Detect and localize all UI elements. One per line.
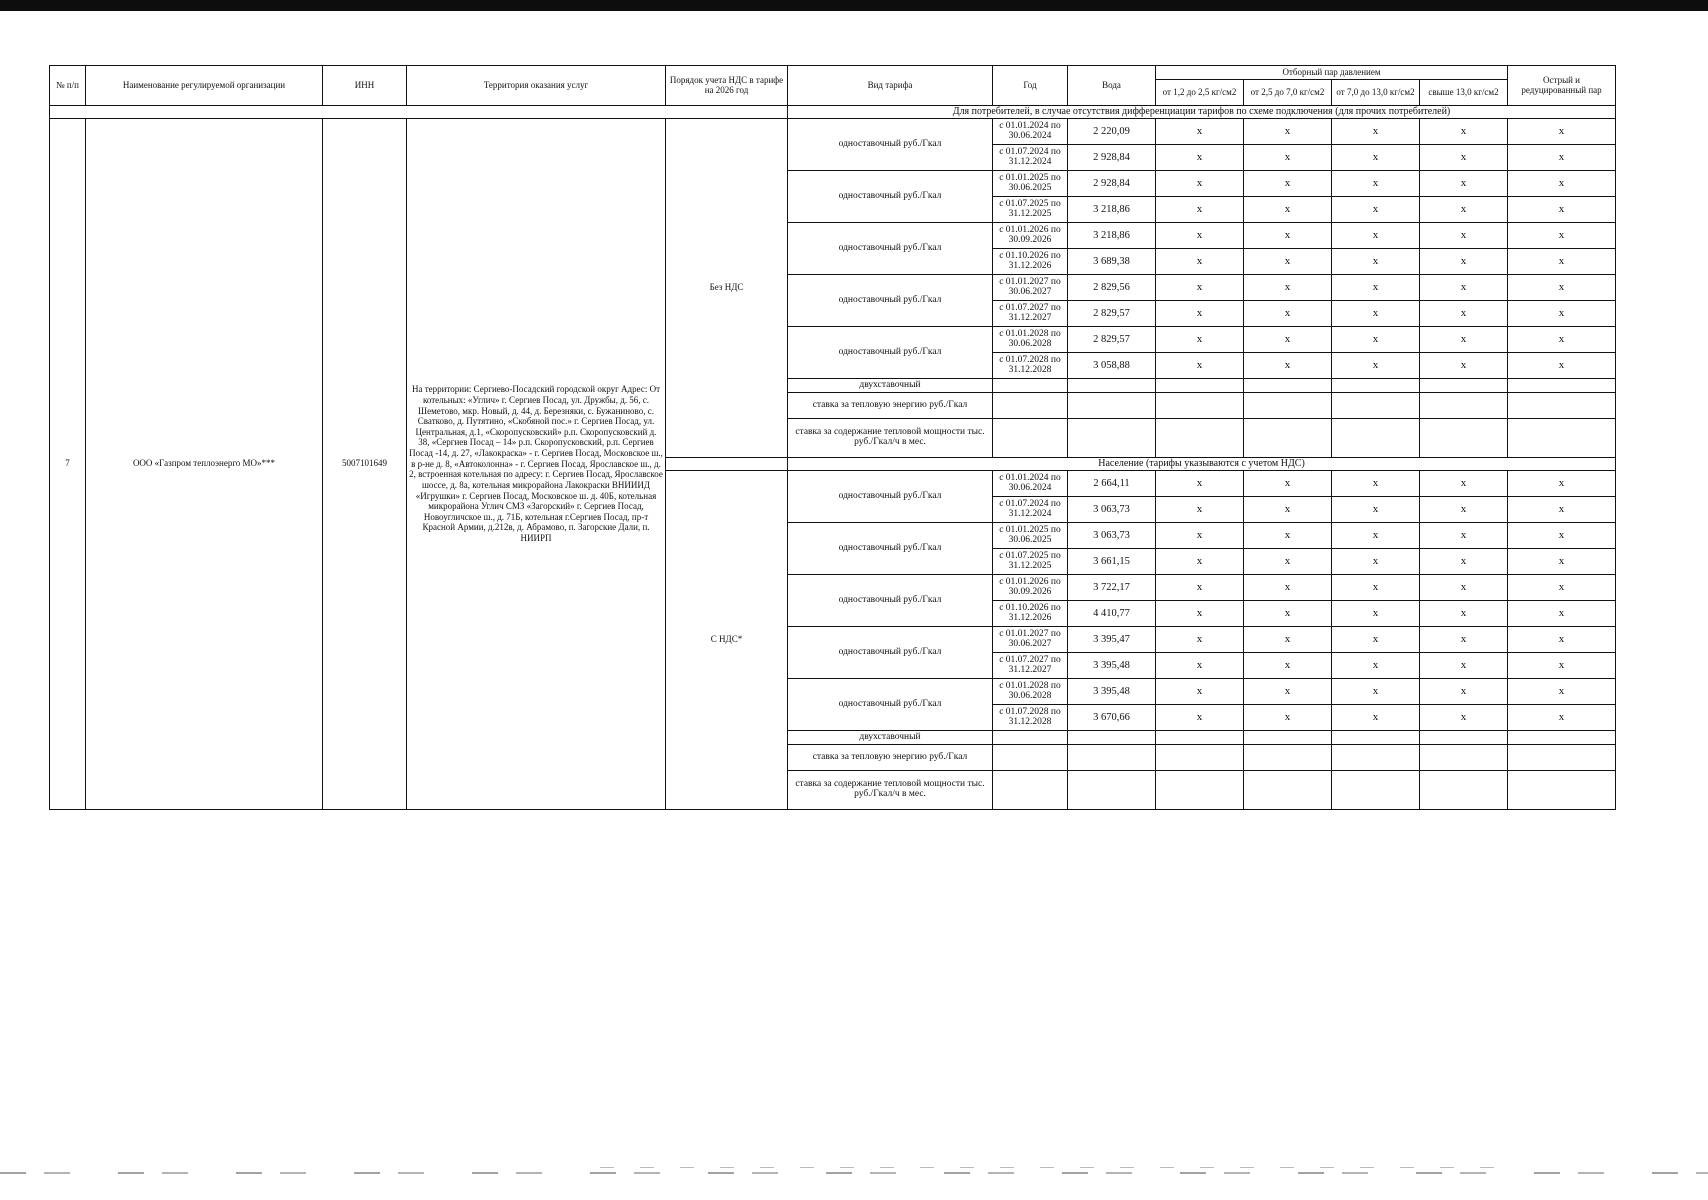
steam-p1-value: x (1156, 601, 1244, 627)
steam-p3-value: x (1332, 601, 1420, 627)
steam-p2-value: x (1244, 549, 1332, 575)
sharp-steam-value: x (1508, 171, 1616, 197)
steam-p4-value: x (1420, 653, 1508, 679)
steam-p1-value: x (1156, 171, 1244, 197)
sharp-steam-value: x (1508, 523, 1616, 549)
steam-p4-value: x (1420, 497, 1508, 523)
empty-cell (1420, 393, 1508, 419)
period-date: с 01.01.2026 по 30.09.2026 (993, 223, 1068, 249)
empty-cell (1332, 731, 1420, 745)
empty-cell (1332, 745, 1420, 771)
empty-cell (1156, 419, 1244, 458)
empty-cell (1508, 731, 1616, 745)
steam-p4-value: x (1420, 705, 1508, 731)
steam-p4-value: x (1420, 575, 1508, 601)
sharp-steam-value: x (1508, 145, 1616, 171)
steam-p2-value: x (1244, 679, 1332, 705)
empty-cell (1332, 771, 1420, 810)
empty-cell (1068, 419, 1156, 458)
water-value: 3 218,86 (1068, 197, 1156, 223)
period-date: с 01.07.2025 по 31.12.2025 (993, 549, 1068, 575)
steam-p4-value: x (1420, 471, 1508, 497)
empty-cell (1068, 393, 1156, 419)
steam-p4-value: x (1420, 171, 1508, 197)
steam-p3-value: x (1332, 705, 1420, 731)
territory-address: На территории: Сергиево-Посадский городской округ Адрес: От котельных: «Углич» г. Сергиев Посад, ул. Дружбы, д. 56, с. Шеметово, мкр. Новый, д. 44, д. Березняки, с. Бужаниново, с. Сватково, д. Путятино, «Скобяной пос.» г. Сергиев Посад, ул. Центральная, д.1, «Скоропусковский» р.п. Скоропусковский д. 38, «Сергиев Посад – 14» р.п. Скоропусковский, р.п. Сергиев Посад -14, д. 27, «Лакокраска» - г. Сергиев Посад, Московское ш., в р-не д. 8, «Автоколонна» - г. Сергиев Посад, Ярославское ш., д. 2, встроенная котельная по адресу: г. Сергиев Посад, Ярославское шоссе, д. 8а, котельная микрорайона Лакокраски ВНИИИД «Игрушки» г. Сергиев Посад, Московское ш. д. 40Б, котельная микрорайона Углич СМЗ «Загорский» г. Сергиев Посад, Новоугличское ш., д. 71Б, котельная г.Сергиев Посад, пр-т Красной Армии, д.212в, д. Абрамово, п. Загорские Дали, п. НИИРП (407, 119, 666, 810)
steam-p2-value: x (1244, 171, 1332, 197)
tariff-type: одноставочный руб./Гкал (788, 223, 993, 275)
steam-p2-value: x (1244, 249, 1332, 275)
header-pressure-4: свыше 13,0 кг/см2 (1420, 80, 1508, 106)
period-date: с 01.07.2024 по 31.12.2024 (993, 497, 1068, 523)
steam-p4-value: x (1420, 353, 1508, 379)
vat-label: Без НДС (666, 119, 788, 458)
empty-cell (1244, 419, 1332, 458)
steam-p3-value: x (1332, 575, 1420, 601)
steam-p1-value: x (1156, 275, 1244, 301)
empty-cell (1068, 745, 1156, 771)
empty-cell (993, 379, 1068, 393)
two-part-label: двухставочный (788, 379, 993, 393)
sharp-steam-value: x (1508, 301, 1616, 327)
empty-cell (1508, 771, 1616, 810)
steam-p4-value: x (1420, 275, 1508, 301)
water-value: 3 722,17 (1068, 575, 1156, 601)
empty-cell (1068, 731, 1156, 745)
vat-label: С НДС* (666, 471, 788, 810)
sharp-steam-value: x (1508, 653, 1616, 679)
empty-cell (1068, 379, 1156, 393)
steam-p2-value: x (1244, 601, 1332, 627)
water-value: 2 829,57 (1068, 301, 1156, 327)
empty-cell (1156, 379, 1244, 393)
steam-p1-value: x (1156, 627, 1244, 653)
steam-p3-value: x (1332, 471, 1420, 497)
steam-p1-value: x (1156, 353, 1244, 379)
water-value: 3 063,73 (1068, 497, 1156, 523)
empty-cell (1332, 419, 1420, 458)
water-value: 2 829,56 (1068, 275, 1156, 301)
steam-p2-value: x (1244, 353, 1332, 379)
period-date: с 01.10.2026 по 31.12.2026 (993, 249, 1068, 275)
steam-p4-value: x (1420, 327, 1508, 353)
steam-p3-value: x (1332, 171, 1420, 197)
header-tariff-type: Вид тарифа (788, 66, 993, 106)
water-value: 2 928,84 (1068, 171, 1156, 197)
steam-p3-value: x (1332, 275, 1420, 301)
steam-p2-value: x (1244, 497, 1332, 523)
steam-p3-value: x (1332, 119, 1420, 145)
header-num: № п/п (50, 66, 86, 106)
steam-p1-value: x (1156, 575, 1244, 601)
period-date: с 01.01.2024 по 30.06.2024 (993, 471, 1068, 497)
period-date: с 01.07.2027 по 31.12.2027 (993, 301, 1068, 327)
steam-p1-value: x (1156, 497, 1244, 523)
water-value: 2 829,57 (1068, 327, 1156, 353)
inn-value: 5007101649 (323, 119, 407, 810)
water-value: 2 220,09 (1068, 119, 1156, 145)
steam-p3-value: x (1332, 497, 1420, 523)
header-water: Вода (1068, 66, 1156, 106)
header-sharp-steam: Острый и редуцированный пар (1508, 66, 1616, 106)
period-date: с 01.01.2028 по 30.06.2028 (993, 327, 1068, 353)
water-value: 3 058,88 (1068, 353, 1156, 379)
row-number: 7 (50, 119, 86, 810)
steam-p2-value: x (1244, 197, 1332, 223)
header-pressure-1: от 1,2 до 2,5 кг/см2 (1156, 80, 1244, 106)
steam-p2-value: x (1244, 301, 1332, 327)
header-pressure-2: от 2,5 до 7,0 кг/см2 (1244, 80, 1332, 106)
steam-p2-value: x (1244, 627, 1332, 653)
organization-name: ООО «Газпром теплоэнерго МО»*** (86, 119, 323, 810)
empty-cell (993, 745, 1068, 771)
empty-cell (1244, 745, 1332, 771)
period-date: с 01.10.2026 по 31.12.2026 (993, 601, 1068, 627)
sharp-steam-value: x (1508, 601, 1616, 627)
two-part-label: двухставочный (788, 731, 993, 745)
steam-p3-value: x (1332, 679, 1420, 705)
tariff-type: одноставочный руб./Гкал (788, 171, 993, 223)
water-value: 3 395,48 (1068, 679, 1156, 705)
period-date: с 01.01.2025 по 30.06.2025 (993, 523, 1068, 549)
period-date: с 01.07.2028 по 31.12.2028 (993, 353, 1068, 379)
empty-cell (1420, 419, 1508, 458)
water-value: 3 661,15 (1068, 549, 1156, 575)
steam-p3-value: x (1332, 523, 1420, 549)
sharp-steam-value: x (1508, 575, 1616, 601)
period-date: с 01.01.2027 по 30.06.2027 (993, 627, 1068, 653)
empty-cell (1420, 745, 1508, 771)
water-value: 2 664,11 (1068, 471, 1156, 497)
steam-p1-value: x (1156, 523, 1244, 549)
empty-cell (993, 731, 1068, 745)
scan-top-edge (0, 0, 1708, 11)
steam-p1-value: x (1156, 249, 1244, 275)
sharp-steam-value: x (1508, 353, 1616, 379)
steam-p4-value: x (1420, 601, 1508, 627)
steam-p1-value: x (1156, 119, 1244, 145)
steam-p4-value: x (1420, 679, 1508, 705)
header-vat: Порядок учета НДС в тарифе на 2026 год (666, 66, 788, 106)
empty-cell (1420, 379, 1508, 393)
tariff-type: одноставочный руб./Гкал (788, 327, 993, 379)
rate-capacity-label: ставка за содержание тепловой мощности тыс. руб./Гкал/ч в мес. (788, 771, 993, 810)
steam-p1-value: x (1156, 549, 1244, 575)
steam-p4-value: x (1420, 223, 1508, 249)
period-date: с 01.01.2025 по 30.06.2025 (993, 171, 1068, 197)
section-title-spacer (666, 458, 788, 471)
tariff-type: одноставочный руб./Гкал (788, 275, 993, 327)
empty-cell (1156, 771, 1244, 810)
water-value: 3 689,38 (1068, 249, 1156, 275)
period-date: с 01.01.2027 по 30.06.2027 (993, 275, 1068, 301)
water-value: 3 395,47 (1068, 627, 1156, 653)
sharp-steam-value: x (1508, 471, 1616, 497)
section-title: Для потребителей, в случае отсутствия дифференциации тарифов по схеме подключения (для прочих потребителей) (788, 106, 1616, 119)
steam-p1-value: x (1156, 223, 1244, 249)
steam-p4-value: x (1420, 549, 1508, 575)
sharp-steam-value: x (1508, 679, 1616, 705)
steam-p1-value: x (1156, 301, 1244, 327)
steam-p3-value: x (1332, 301, 1420, 327)
steam-p2-value: x (1244, 471, 1332, 497)
steam-p3-value: x (1332, 353, 1420, 379)
steam-p2-value: x (1244, 575, 1332, 601)
empty-cell (1332, 393, 1420, 419)
empty-cell (1508, 745, 1616, 771)
empty-cell (1420, 731, 1508, 745)
period-date: с 01.07.2024 по 31.12.2024 (993, 145, 1068, 171)
empty-cell (1244, 393, 1332, 419)
sharp-steam-value: x (1508, 197, 1616, 223)
steam-p1-value: x (1156, 679, 1244, 705)
header-pressure-3: от 7,0 до 13,0 кг/см2 (1332, 80, 1420, 106)
empty-cell (1508, 379, 1616, 393)
empty-cell (993, 419, 1068, 458)
period-date: с 01.07.2025 по 31.12.2025 (993, 197, 1068, 223)
rate-energy-label: ставка за тепловую энергию руб./Гкал (788, 745, 993, 771)
steam-p2-value: x (1244, 705, 1332, 731)
section-title-spacer (50, 106, 788, 119)
steam-p1-value: x (1156, 197, 1244, 223)
steam-p1-value: x (1156, 653, 1244, 679)
steam-p2-value: x (1244, 653, 1332, 679)
sharp-steam-value: x (1508, 119, 1616, 145)
sharp-steam-value: x (1508, 497, 1616, 523)
header-territory: Территория оказания услуг (407, 66, 666, 106)
water-value: 4 410,77 (1068, 601, 1156, 627)
empty-cell (1244, 379, 1332, 393)
empty-cell (1156, 393, 1244, 419)
sharp-steam-value: x (1508, 327, 1616, 353)
tariff-type: одноставочный руб./Гкал (788, 119, 993, 171)
steam-p4-value: x (1420, 627, 1508, 653)
steam-p2-value: x (1244, 119, 1332, 145)
steam-p4-value: x (1420, 197, 1508, 223)
sharp-steam-value: x (1508, 275, 1616, 301)
empty-cell (993, 771, 1068, 810)
tariff-type: одноставочный руб./Гкал (788, 679, 993, 731)
section-title: Население (тарифы указываются с учетом НДС) (788, 458, 1616, 471)
steam-p4-value: x (1420, 523, 1508, 549)
steam-p4-value: x (1420, 249, 1508, 275)
steam-p3-value: x (1332, 327, 1420, 353)
steam-p3-value: x (1332, 197, 1420, 223)
steam-p4-value: x (1420, 301, 1508, 327)
period-date: с 01.07.2027 по 31.12.2027 (993, 653, 1068, 679)
empty-cell (1244, 731, 1332, 745)
steam-p2-value: x (1244, 327, 1332, 353)
empty-cell (1068, 771, 1156, 810)
header-inn: ИНН (323, 66, 407, 106)
tariff-type: одноставочный руб./Гкал (788, 523, 993, 575)
rate-capacity-label: ставка за содержание тепловой мощности тыс. руб./Гкал/ч в мес. (788, 419, 993, 458)
water-value: 2 928,84 (1068, 145, 1156, 171)
period-date: с 01.01.2026 по 30.09.2026 (993, 575, 1068, 601)
rate-energy-label: ставка за тепловую энергию руб./Гкал (788, 393, 993, 419)
header-org: Наименование регулируемой организации (86, 66, 323, 106)
water-value: 3 063,73 (1068, 523, 1156, 549)
empty-cell (1332, 379, 1420, 393)
steam-p2-value: x (1244, 223, 1332, 249)
empty-cell (1508, 393, 1616, 419)
empty-cell (993, 393, 1068, 419)
sharp-steam-value: x (1508, 223, 1616, 249)
tariff-type: одноставочный руб./Гкал (788, 627, 993, 679)
empty-cell (1508, 419, 1616, 458)
tariff-type: одноставочный руб./Гкал (788, 471, 993, 523)
header-year: Год (993, 66, 1068, 106)
sharp-steam-value: x (1508, 705, 1616, 731)
steam-p1-value: x (1156, 327, 1244, 353)
steam-p3-value: x (1332, 145, 1420, 171)
steam-p3-value: x (1332, 223, 1420, 249)
empty-cell (1244, 771, 1332, 810)
scan-noise-line (0, 1172, 1708, 1174)
steam-p1-value: x (1156, 471, 1244, 497)
empty-cell (1420, 771, 1508, 810)
sharp-steam-value: x (1508, 549, 1616, 575)
steam-p3-value: x (1332, 249, 1420, 275)
tariff-table (49, 65, 1616, 810)
sharp-steam-value: x (1508, 249, 1616, 275)
steam-p1-value: x (1156, 705, 1244, 731)
period-date: с 01.01.2024 по 30.06.2024 (993, 119, 1068, 145)
steam-p3-value: x (1332, 653, 1420, 679)
water-value: 3 395,48 (1068, 653, 1156, 679)
steam-p3-value: x (1332, 549, 1420, 575)
period-date: с 01.07.2028 по 31.12.2028 (993, 705, 1068, 731)
sharp-steam-value: x (1508, 627, 1616, 653)
steam-p2-value: x (1244, 275, 1332, 301)
tariff-type: одноставочный руб./Гкал (788, 575, 993, 627)
period-date: с 01.01.2028 по 30.06.2028 (993, 679, 1068, 705)
water-value: 3 218,86 (1068, 223, 1156, 249)
scan-noise-line (600, 1167, 1500, 1168)
steam-p2-value: x (1244, 523, 1332, 549)
steam-p3-value: x (1332, 627, 1420, 653)
header-steam-group: Отборный пар давлением (1156, 66, 1508, 80)
steam-p4-value: x (1420, 119, 1508, 145)
empty-cell (1156, 731, 1244, 745)
water-value: 3 670,66 (1068, 705, 1156, 731)
steam-p1-value: x (1156, 145, 1244, 171)
steam-p4-value: x (1420, 145, 1508, 171)
empty-cell (1156, 745, 1244, 771)
steam-p2-value: x (1244, 145, 1332, 171)
